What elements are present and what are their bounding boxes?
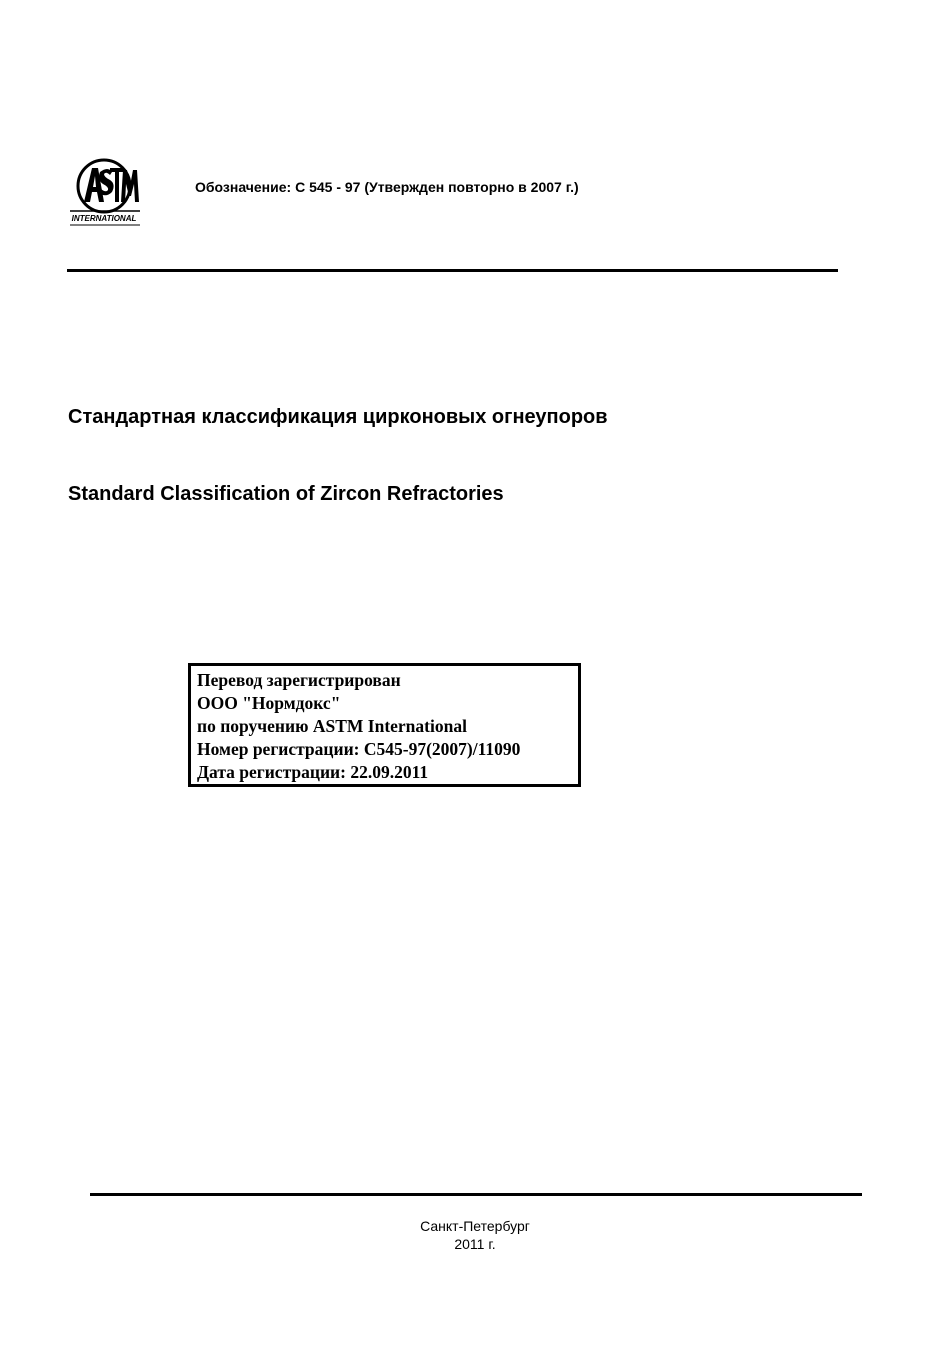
- svg-text:INTERNATIONAL: INTERNATIONAL: [71, 214, 137, 223]
- footer-city: Санкт-Петербург: [420, 1218, 530, 1234]
- registration-line: ООО "Нормдокс": [197, 693, 341, 713]
- top-divider: [67, 269, 838, 272]
- registration-line: Дата регистрации: 22.09.2011: [197, 762, 429, 782]
- registration-line: Перевод зарегистрирован: [197, 670, 401, 690]
- registration-line: Номер регистрации: C545-97(2007)/11090: [197, 739, 521, 759]
- footer: [350, 1217, 600, 1253]
- footer-year: 2011 г.: [454, 1236, 496, 1252]
- registration-line: по поручению ASTM International: [197, 716, 467, 736]
- document-designation: Обозначение: C 545 - 97 (Утвержден повторно в 2007 г.): [195, 179, 579, 195]
- title-english: Standard Classification of Zircon Refractories: [68, 483, 504, 505]
- registration-box: [188, 663, 581, 787]
- title-russian: Стандартная классификация цирконовых огнеупоров: [68, 406, 608, 428]
- astm-logo-icon: [66, 158, 144, 228]
- bottom-divider: [90, 1193, 862, 1196]
